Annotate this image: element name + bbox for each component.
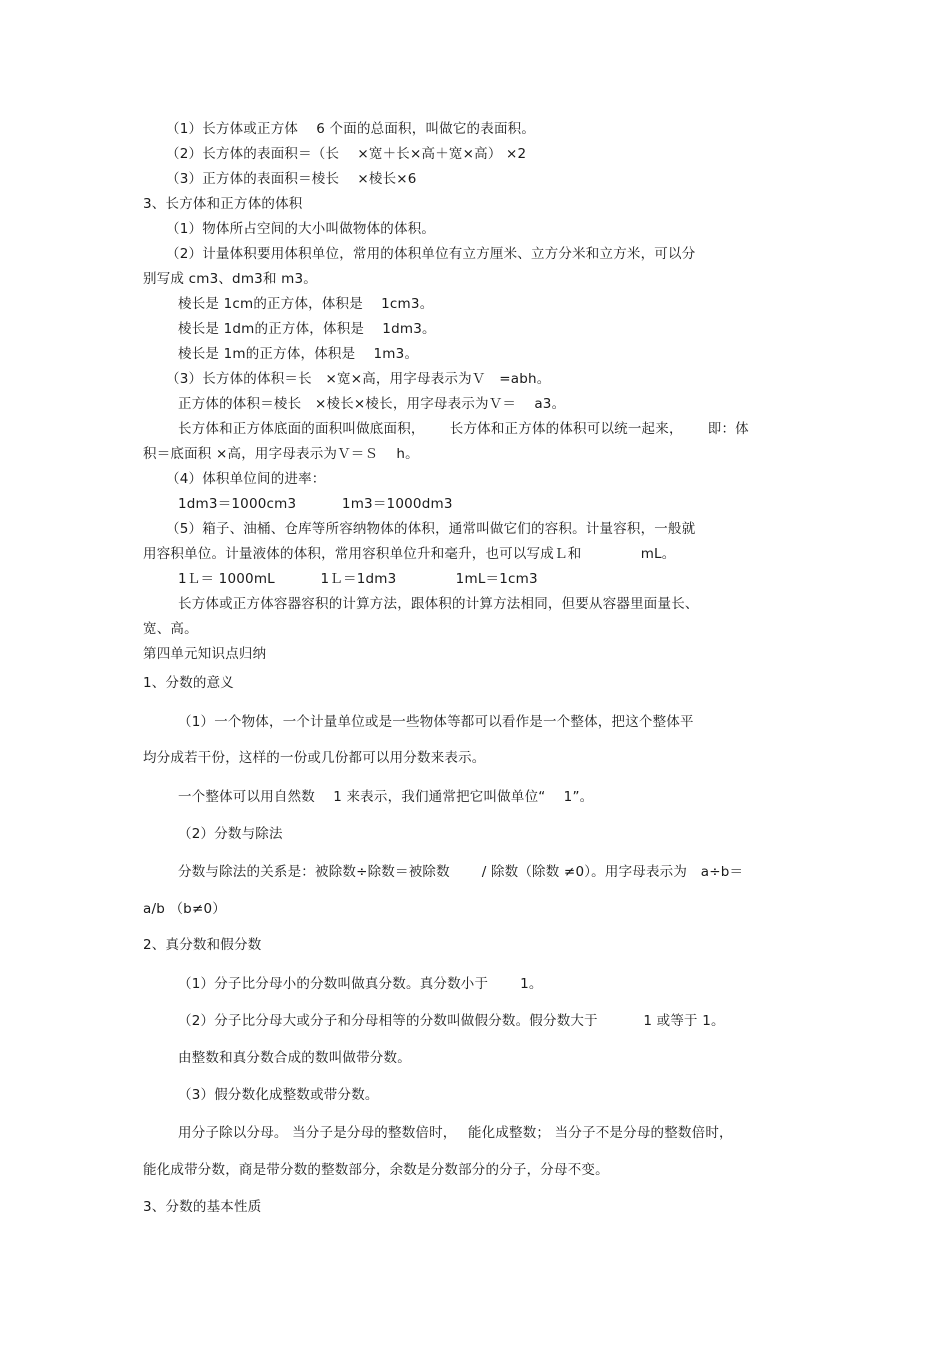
text-line: 用分子除以分母。 当分子是分母的整数倍时， 能化成整数； 当分子不是分母的整数倍时， <box>178 1125 733 1141</box>
text-line: （5）箱子、油桶、仓库等所容纳物体的体积，通常叫做它们的容积。计量容积，一般就 <box>166 521 696 537</box>
text-line: 用容积单位。计量液体的体积，常用容积单位升和毫升，也可以写成Ｌ和 mL。 <box>143 546 676 562</box>
text-line: 棱长是 1dm的正方体，体积是 1dm3。 <box>178 321 436 337</box>
text-line: 积＝底面积 ×高，用字母表示为Ｖ＝Ｓ h。 <box>143 446 419 462</box>
text-line: 由整数和真分数合成的数叫做带分数。 <box>178 1050 411 1066</box>
text-line: 别写成 cm3、dm3和 m3。 <box>143 271 317 287</box>
text-line: 棱长是 1m的正方体，体积是 1m3。 <box>178 346 419 362</box>
text-line: （3）正方体的表面积＝棱长 ×棱长×6 <box>166 171 417 187</box>
text-line: 宽、高。 <box>143 621 198 637</box>
text-line: 1dm3＝1000cm3 1m3＝1000dm3 <box>178 496 453 512</box>
text-line: 长方体和正方体底面的面积叫做底面积， 长方体和正方体的体积可以统一起来， 即：体 <box>178 421 749 437</box>
text-line: a/b （b≠0） <box>143 901 226 917</box>
text-line: 长方体或正方体容器容积的计算方法，跟体积的计算方法相同，但要从容器里面量长、 <box>178 596 699 612</box>
text-line: （4）体积单位间的进率： <box>166 471 326 487</box>
text-line: 棱长是 1cm的正方体，体积是 1cm3。 <box>178 296 434 312</box>
section-heading: 3、分数的基本性质 <box>143 1199 262 1215</box>
section-heading: 1、分数的意义 <box>143 675 234 691</box>
text-line: 1Ｌ＝ 1000mL 1Ｌ＝1dm3 1mL＝1cm3 <box>178 571 538 587</box>
text-line: （2）分数与除法 <box>178 826 283 842</box>
text-line: （3）假分数化成整数或带分数。 <box>178 1087 379 1103</box>
text-line: （1）分子比分母小的分数叫做真分数。真分数小于 1。 <box>178 976 543 992</box>
text-line: 均分成若干份，这样的一份或几份都可以用分数来表示。 <box>143 750 486 766</box>
text-line: （2）长方体的表面积＝（长 ×宽＋长×高＋宽×高） ×2 <box>166 146 527 162</box>
text-line: （1）一个物体，一个计量单位或是一些物体等都可以看作是一个整体，把这个整体平 <box>178 714 694 730</box>
text-line: 分数与除法的关系是：被除数÷除数＝被除数 / 除数（除数 ≠0）。用字母表示为 a÷b＝ <box>178 864 744 880</box>
text-line: （2）分子比分母大或分子和分母相等的分数叫做假分数。假分数大于 1 或等于 1。 <box>178 1013 725 1029</box>
text-line: 正方体的体积＝棱长 ×棱长×棱长，用字母表示为Ｖ＝ a3。 <box>178 396 566 412</box>
text-line: 能化成带分数，商是带分数的整数部分，余数是分数部分的分子，分母不变。 <box>143 1162 609 1178</box>
chapter-heading: 第四单元知识点归纳 <box>143 646 267 662</box>
text-line: （3）长方体的体积＝长 ×宽×高，用字母表示为Ｖ =abh。 <box>166 371 551 387</box>
text-line: （1）长方体或正方体 6 个面的总面积，叫做它的表面积。 <box>166 121 536 137</box>
text-line: 一个整体可以用自然数 1 来表示，我们通常把它叫做单位“ 1”。 <box>178 789 594 805</box>
section-heading: 3、长方体和正方体的体积 <box>143 196 303 212</box>
text-line: （1）物体所占空间的大小叫做物体的体积。 <box>166 221 436 237</box>
text-line: （2）计量体积要用体积单位，常用的体积单位有立方厘米、立方分米和立方米，可以分 <box>166 246 696 262</box>
section-heading: 2、真分数和假分数 <box>143 937 262 953</box>
